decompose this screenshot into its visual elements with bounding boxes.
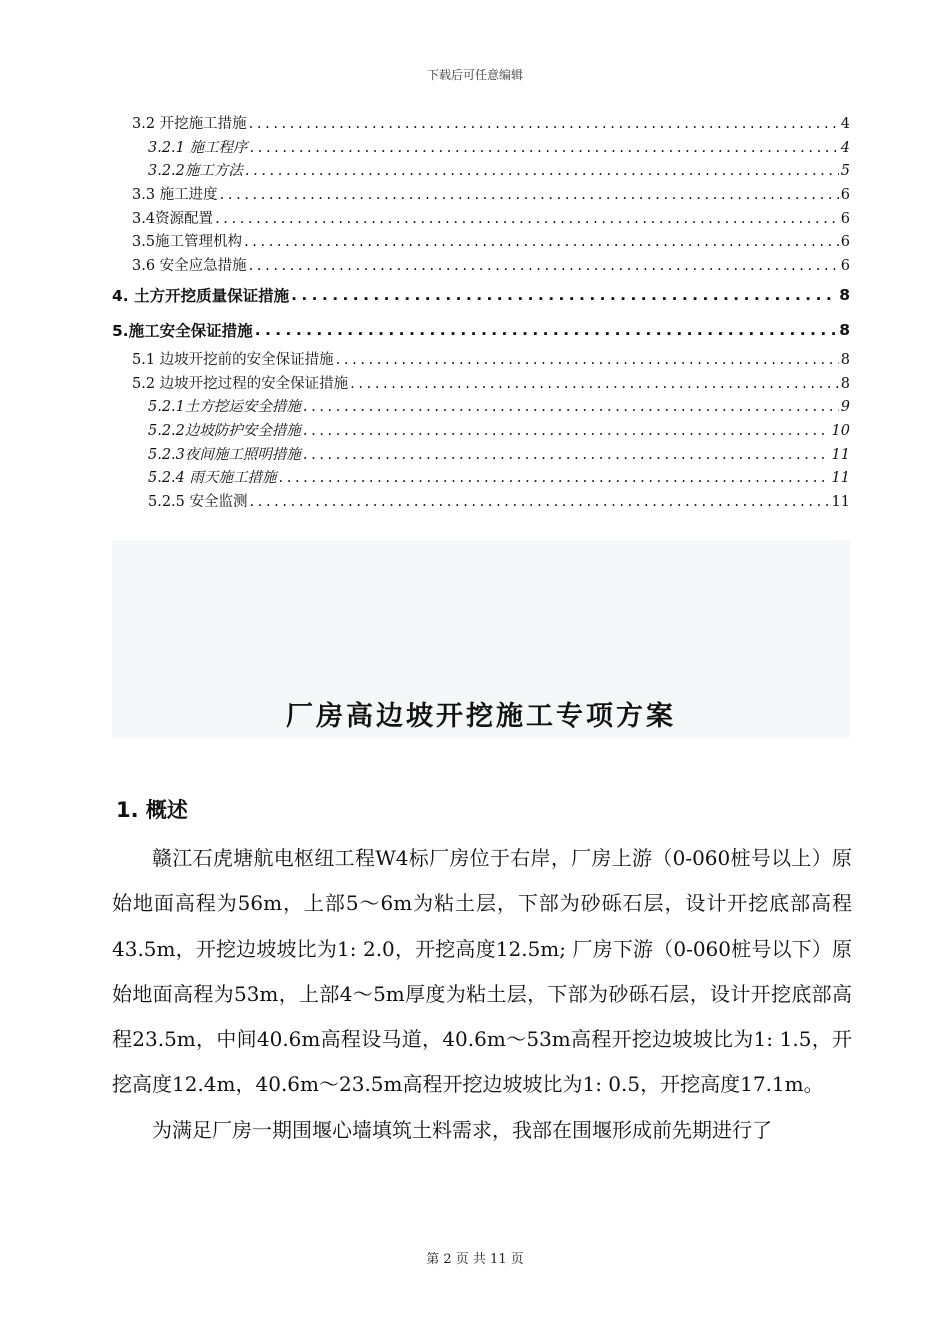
page-header: 下载后可任意编辑 [426, 68, 523, 82]
toc-leader-dots [303, 447, 830, 463]
toc-entry[interactable] [112, 112, 850, 136]
toc-entry-page: 6 [840, 210, 850, 227]
toc-entry-label: 4. 土方开挖质量保证措施 [112, 287, 290, 306]
body-text [112, 836, 852, 1153]
toc-entry-page: 5 [840, 163, 850, 180]
toc-leader-dots [250, 140, 839, 156]
toc-entry[interactable] [112, 254, 850, 278]
toc-leader-dots [215, 211, 839, 227]
toc-entry-page: 8 [839, 321, 850, 340]
toc-entry-label: 3.6 安全应急措施 [132, 258, 247, 275]
toc-entry-label: 5.2.4 雨天施工措施 [148, 470, 277, 487]
toc-entry-page: 8 [839, 286, 850, 305]
toc-leader-dots [279, 470, 830, 486]
toc-entry-page: 4 [840, 139, 850, 156]
toc-entry-page: 11 [831, 493, 850, 510]
toc-leader-dots [336, 352, 839, 368]
toc-leader-dots [249, 258, 839, 274]
toc-entry-label: 5.2.5 安全监测 [148, 493, 248, 510]
toc-entry[interactable] [112, 230, 850, 254]
toc-entry[interactable] [112, 466, 850, 490]
section-heading: 1. 概述 [116, 798, 188, 822]
toc-leader-dots [303, 399, 839, 415]
toc-entry-label: 5.施工安全保证措施 [112, 322, 253, 341]
toc-entry[interactable] [112, 372, 850, 396]
toc-entry-page: 8 [840, 351, 850, 368]
table-of-contents [112, 112, 850, 514]
toc-entry-page: 11 [831, 470, 850, 487]
toc-entry[interactable] [112, 183, 850, 207]
toc-entry-label: 3.5施工管理机构 [132, 234, 243, 251]
toc-leader-dots [303, 423, 830, 439]
toc-entry-label: 5.2.1土方挖运安全措施 [148, 399, 301, 416]
toc-entry[interactable] [112, 419, 850, 443]
toc-entry-page: 6 [840, 258, 850, 275]
toc-entry[interactable] [112, 348, 850, 372]
toc-entry[interactable] [112, 443, 850, 467]
toc-entry[interactable] [112, 395, 850, 419]
toc-entry-page: 4 [840, 116, 850, 132]
toc-entry-label: 3.3 施工进度 [132, 187, 218, 204]
toc-leader-dots [245, 163, 839, 179]
document-title: 厂房高边坡开挖施工专项方案 [286, 701, 676, 732]
toc-leader-dots [291, 286, 837, 304]
toc-entry-label: 3.2 开挖施工措施 [132, 116, 247, 132]
toc-leader-dots [255, 321, 838, 339]
toc-leader-dots [220, 187, 839, 203]
toc-entry-label: 3.4资源配置 [132, 210, 214, 227]
toc-leader-dots [350, 376, 839, 392]
toc-entry-page: 9 [840, 399, 850, 416]
toc-leader-dots [250, 494, 830, 510]
toc-entry[interactable] [112, 207, 850, 231]
toc-entry[interactable] [112, 313, 850, 348]
toc-entry-page: 6 [840, 234, 850, 251]
toc-entry-page: 10 [831, 422, 850, 439]
toc-entry-page: 11 [831, 446, 850, 463]
toc-entry-page: 8 [840, 375, 850, 392]
toc-entry-label: 5.2 边坡开挖过程的安全保证措施 [132, 375, 349, 392]
paragraph: 为满足厂房一期围堰心墙填筑土料需求，我部在围堰形成前先期进行了 [152, 1117, 772, 1142]
toc-entry-label: 3.2.2施工方法 [148, 163, 243, 180]
toc-entry-label: 5.1 边坡开挖前的安全保证措施 [132, 351, 334, 368]
toc-entry-label: 5.2.2边坡防护安全措施 [148, 422, 301, 439]
toc-entry[interactable] [112, 136, 850, 160]
toc-entry-label: 3.2.1 施工程序 [148, 139, 248, 156]
toc-entry[interactable] [112, 159, 850, 183]
toc-entry-label: 5.2.3夜间施工照明措施 [148, 446, 301, 463]
toc-leader-dots [249, 116, 839, 132]
toc-entry[interactable] [112, 278, 850, 313]
page-footer: 第 2 页 共 11 页 [426, 1252, 524, 1267]
toc-leader-dots [244, 234, 839, 250]
paragraph: 赣江石虎塘航电枢纽工程W4标厂房位于右岸，厂房上游（0-060桩号以上）原始地面高程为56m，上部5～6m为粘土层，下部为砂砾石层，设计开挖底部高程43.5m，开挖边坡坡比为1: 2.0，开挖高度12.5m; 厂房下游（0-060桩号以下）原始地面高程为53m，上部4～5m厚度为粘土层，下部为砂砾石层，设计开挖底部高程23.5m，中间40.6m高程设马道，40.6m～53m高程开挖边坡坡比为1: 1.5，开挖高度12.4m，40.6m～23.5m高程开挖边坡坡比为1: 0.5，开挖高度17.1m。 [112, 846, 852, 1097]
toc-entry-page: 6 [840, 187, 850, 204]
toc-entry[interactable] [112, 490, 850, 514]
